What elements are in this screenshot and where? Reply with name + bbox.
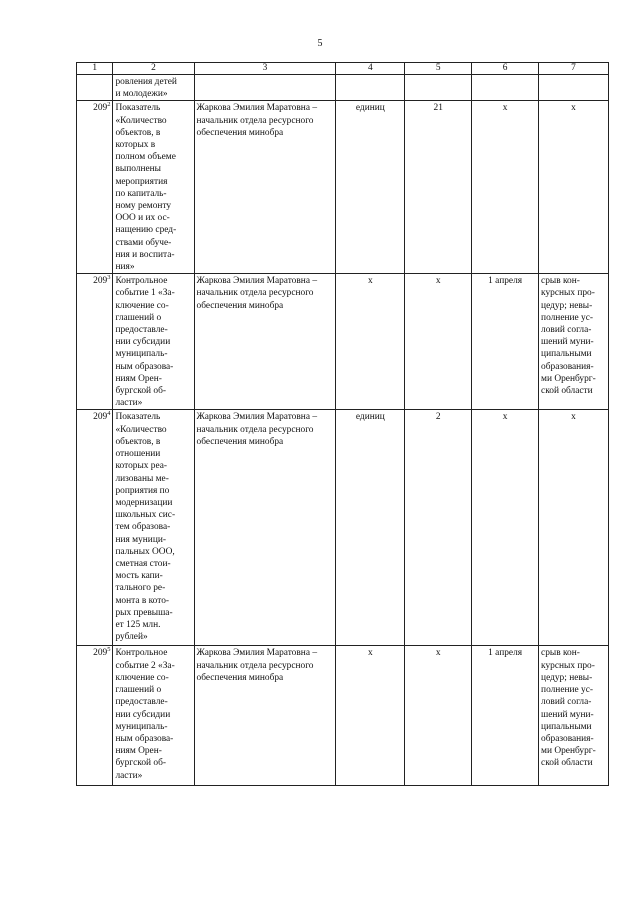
risk-cell: срыв кон- курсных про- цедур; невы- полнение ус- ловий согла- шений муни- ципальными образования- ми Оренбург- ской области [539,274,609,410]
table-row [77,274,609,410]
date-cell: х [472,101,539,274]
column-number: 2 [113,63,194,75]
responsible-cell [194,75,336,101]
responsible-cell: Жаркова Эмилия Маратовна – начальник отдела ресурсного обеспечения минобра [194,410,336,646]
unit-cell [336,75,405,101]
item-name-cell: Показатель «Количество объектов, в которых в полном объеме выполнены мероприятия по капиталь- ному ремонту ООО и их ос- нащению сред- ствами обуче- ния и воспита- ния» [113,101,194,274]
date-cell [472,75,539,101]
date-cell: 1 апреля [472,274,539,410]
page-number: 5 [317,38,323,49]
row-number-cell: $209^2$ [77,101,113,274]
responsible-cell: Жаркова Эмилия Маратовна – начальник отдела ресурсного обеспечения минобра [194,646,336,786]
column-number: 4 [336,63,405,75]
value-cell: 2 [405,410,472,646]
value-cell [405,75,472,101]
date-cell: 1 апреля [472,646,539,786]
risk-cell [539,75,609,101]
row-number-cell [77,75,113,101]
row-number-cell: $209^5$ [77,646,113,786]
table-row [77,646,609,786]
item-name-cell: ровления детей и молодежи» [113,75,194,101]
responsible-cell: Жаркова Эмилия Маратовна – начальник отдела ресурсного обеспечения минобра [194,101,336,274]
risk-cell: срыв кон- курсных про- цедур; невы- полнение ус- ловий согла- шений муни- ципальными образования- ми Оренбург- ской области [539,646,609,786]
risk-cell: х [539,101,609,274]
item-name-cell: Показатель «Количество объектов, в отношении которых реа- лизованы ме- роприятия по модернизации школьных сис- тем образова- ния муници- пальных ООО, сметная стои- мость капи- тального ре- монта в кото- рых превыша- ет 125 млн. рублей» [113,410,194,646]
unit-cell: х [336,274,405,410]
column-number: 1 [77,63,113,75]
value-cell: х [405,646,472,786]
responsible-cell: Жаркова Эмилия Маратовна – начальник отдела ресурсного обеспечения минобра [194,274,336,410]
row-number-cell: $209^3$ [77,274,113,410]
column-number-row [77,63,609,75]
measures-table [76,62,609,786]
column-number: 5 [405,63,472,75]
column-number: 3 [194,63,336,75]
risk-cell: х [539,410,609,646]
table-row [77,101,609,274]
value-cell: 21 [405,101,472,274]
column-number: 6 [472,63,539,75]
unit-cell: х [336,646,405,786]
table-row [77,75,609,101]
value-cell: х [405,274,472,410]
item-name-cell: Контрольное событие 2 «За- ключение со- глашений о предоставле- нии субсидии муниципаль- ным образова- ниям Орен- бургской об- ласти» [113,646,194,786]
unit-cell: единиц [336,101,405,274]
table-row [77,410,609,646]
item-name-cell: Контрольное событие 1 «За- ключение со- глашений о предоставле- нии субсидии муниципаль- ным образова- ниям Орен- бургской об- ласти» [113,274,194,410]
date-cell: х [472,410,539,646]
column-number: 7 [539,63,609,75]
row-number-cell: $209^4$ [77,410,113,646]
unit-cell: единиц [336,410,405,646]
